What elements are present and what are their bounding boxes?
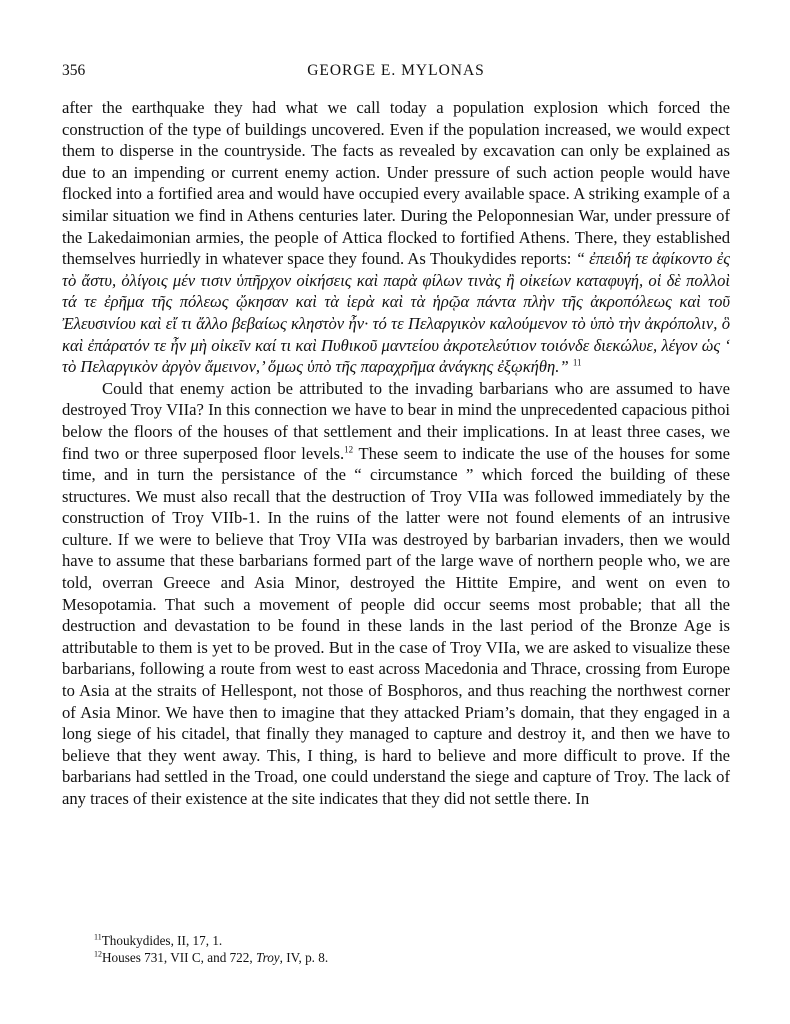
footnote-12	[62, 949, 730, 966]
footnote-ref-12[interactable]: 12	[344, 443, 354, 454]
paragraph-2-text-a: Could that enemy action be attributed to the invading barbarians who are assumed to have destroyed Troy VIIa? In this connection we have to bear in mind the unprecedented capacious pithoi below the floors of the houses of that settlement and their implications. In at least three cases, we find two or three superposed floor levels.	[62, 378, 730, 463]
paragraph-1-text: after the earthquake they had what we call today a population explosion which forced the construction of the type of buildings uncovered. Even if the population increased, we would expect them to disperse in the countryside. The facts as revealed by excavation can only be explained as due to an impending or current enemy action. Under pressure of such action people would have flocked into a fortified area and would have occupied every available space. A striking example of a similar situation we find in Athens centuries later. During the Peloponnesian War, under pressure of the Lakedaimonian armies, the people of Attica flocked to fortified Athens. There, they established themselves hurriedly in whatever space they found. As Thoukydides reports:	[62, 98, 730, 269]
running-title: GEORGE E. MYLONAS	[307, 62, 485, 79]
footnote-ref-11[interactable]: 11	[572, 357, 582, 368]
footnote-text: Thoukydides, II, 17, 1.	[101, 933, 223, 948]
footnote-number: 12	[94, 949, 102, 959]
page-number: 356	[62, 62, 86, 79]
footnote-11	[62, 932, 730, 949]
page-header	[62, 62, 730, 84]
paragraph-2-text-b: These seem to indicate the use of the houses for some time, and in turn the persistance of the “ circumstance ” which forced the building of these structures. We must also recall that the destruction of Troy VIIa was followed immediately by the construction of Troy VIIb-1. In the ruins of the latter were not found elements of an intrusive culture. If we were to believe that Troy VIIa was destroyed by barbarian invaders, then we would have to assume that these barbarians formed part of the large wave of northern people who, we are told, overran Greece and Asia Minor, destroyed the Hittite Empire, and went on even to Mesopotamia. That such a movement of people did occur seems most probable; that all the destruction and devastation to be found in these lands in the last period of the Bronze Age is attributable to them is yet to be proved. But in the case of Troy VIIa, we are asked to visualize these barbarians, following a route from west to east across Macedonia and Thrace, crossing from Europe to Asia at the straits of Hellespont, not those of Bosphoros, and thus reaching the northwest corner of Asia Minor. We have then to imagine that they attacked Priam’s domain, that they engaged in a long siege of his citadel, that finally they managed to capture and destroy it, and then we have to believe that they went away. This, I thing, is hard to believe and more difficult to prove. If the barbarians had settled in the Troad, one could understand the siege and capture of Troy. The lack of any traces of their existence at the site indicates that they did not settle there. In	[62, 443, 730, 808]
footnote-number: 11	[94, 932, 102, 942]
paragraph-1	[62, 97, 730, 378]
body-text	[62, 97, 730, 810]
footnotes	[62, 932, 730, 966]
footnote-text-end: , IV, p. 8.	[279, 950, 329, 965]
footnote-text: Houses 731, VII C, and 722,	[102, 950, 256, 965]
greek-quotation: “ ἐπειδή τε ἀφίκοντο ἐς τὸ ἄστυ, ὀλίγοις μέν τισιν ὑπῆρχον οἰκήσεις καὶ παρὰ φίλων τινὰς ἢ οἰκείων καταφυγή, οἱ δὲ πολλοὶ τά τε ἐρῆμα τῆς πόλεως ᾤκησαν καὶ τὰ ἱερὰ καὶ τὰ ἡρῷα πάντα πλὴν τῆς ἀκροπόλεως καὶ τοῦ Ἐλευσινίου καὶ εἴ τι ἄλλο βεβαίως κληστὸν ἦν· τό τε Πελαργικὸν καλούμενον τὸ ὑπὸ τὴν ἀκρόπολιν, ὃ καὶ ἐπάρατόν τε ἦν μὴ οἰκεῖν καί τι καὶ Πυθικοῦ μαντείου ἀκροτελεύτιον τοιόνδε διεκώλυε, λέγον ὡς ‘ τὸ Πελαργικὸν ἀργὸν ἄμεινον,’ ὅμως ὑπὸ τῆς παραχρῆμα ἀνάγκης ἐξῳκήθη.”	[62, 249, 730, 377]
paragraph-2	[62, 378, 730, 810]
footnote-italic-title: Troy	[255, 950, 280, 965]
